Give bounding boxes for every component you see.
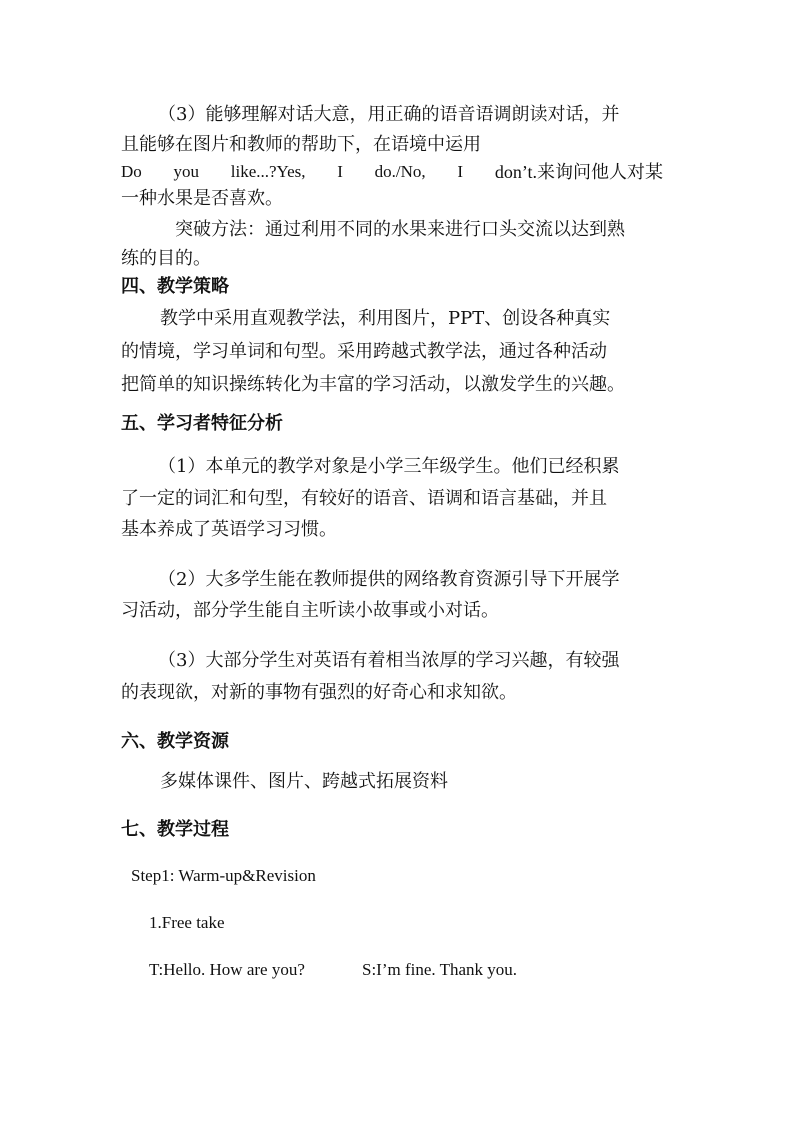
section5-p2-line2: 习活动，部分学生能自主听读小故事或小对话。: [121, 600, 499, 621]
method-line1: 突破方法：通过利用不同的水果来进行口头交流以达到熟: [175, 219, 625, 240]
item3-line4: 一种水果是否喜欢。: [121, 188, 283, 209]
section6-heading: 六、教学资源: [121, 731, 229, 752]
item3-line3-word: you: [173, 162, 200, 181]
section4-heading: 四、教学策略: [121, 276, 229, 297]
section4-line3: 把简单的知识操练转化为丰富的学习活动，以激发学生的兴趣。: [121, 374, 625, 395]
item1-free-take: 1.Free take: [149, 913, 225, 932]
section5-p1-line3: 基本养成了英语学习习惯。: [121, 519, 337, 540]
dialog-student: S:I’m fine. Thank you.: [362, 960, 518, 979]
item3-line2: 且能够在图片和教师的帮助下，在语境中运用: [121, 134, 481, 155]
method-line2: 练的目的。: [121, 248, 211, 269]
item3-line3-word: do./No,: [374, 162, 426, 181]
section5-p1-line2: 了一定的词汇和句型，有较好的语音、语调和语言基础，并且: [121, 488, 607, 509]
section7-heading: 七、教学过程: [121, 819, 229, 840]
item3-line3-word: don’t.来询问他人对某: [494, 162, 663, 182]
item3-line3-word: I: [337, 162, 343, 181]
item3-line1: （3）能够理解对话大意，用正确的语音语调朗读对话，并: [158, 104, 620, 125]
section5-p1-line1: （1）本单元的教学对象是小学三年级学生。他们已经积累: [158, 456, 620, 477]
item3-line3: [121, 163, 663, 181]
section5-p2-line1: （2）大多学生能在教师提供的网络教育资源引导下开展学: [158, 569, 620, 590]
section5-p3-line2: 的表现欲，对新的事物有强烈的好奇心和求知欲。: [121, 682, 517, 703]
section4-line1: 教学中采用直观教学法，利用图片，PPT、创设各种真实: [160, 308, 611, 329]
item3-line3-word: like...?Yes,: [230, 162, 306, 181]
item3-line3-word: I: [457, 162, 464, 181]
step1-title: Step1: Warm-up&Revision: [131, 866, 316, 885]
section5-p3-line1: （3）大部分学生对英语有着相当浓厚的学习兴趣，有较强: [158, 650, 620, 671]
dialog-teacher: T:Hello. How are you?: [149, 960, 305, 979]
item3-line3-word: Do: [121, 162, 142, 181]
section5-heading: 五、学习者特征分析: [121, 413, 283, 434]
section4-line2: 的情境，学习单词和句型。采用跨越式教学法，通过各种活动: [121, 341, 607, 362]
section6-line1: 多媒体课件、图片、跨越式拓展资料: [160, 771, 448, 792]
